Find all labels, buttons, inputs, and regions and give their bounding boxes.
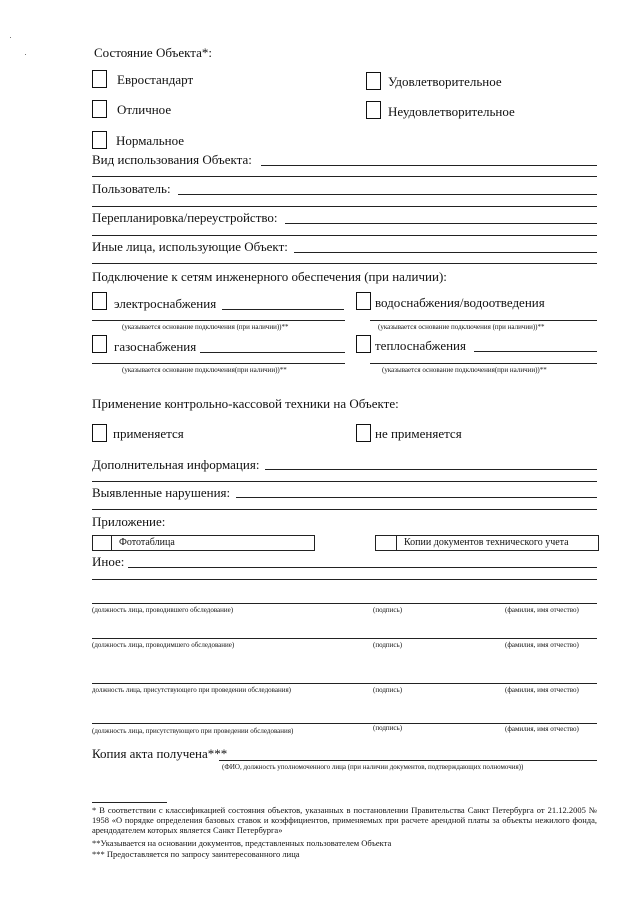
signature-name-1: (фамилия, имя отчество) <box>505 606 579 614</box>
signature-name-4: (фамилия, имя отчество) <box>505 725 579 733</box>
water-hint: (указывается основание подключения (при наличии))** <box>378 323 545 331</box>
footnote-3: *** Предоставляется по запросу заинтересованного лица <box>92 849 300 859</box>
network-heat: теплоснабжения <box>375 338 466 353</box>
others-label: Иные лица, использующие Объект: <box>92 239 288 254</box>
checkbox-electric[interactable] <box>92 292 107 310</box>
violations-line-2[interactable] <box>92 509 597 510</box>
checkbox-unsatisfactory[interactable] <box>366 101 381 119</box>
signature-sign-4: (подпись) <box>373 724 403 732</box>
gas-hint: (указывается основание подключения(при наличии))** <box>122 366 287 374</box>
usage-label: Вид использования Объекта: <box>92 152 252 167</box>
tech-docs-divider <box>396 535 397 550</box>
scan-speck <box>10 37 11 38</box>
replanning-line[interactable] <box>285 223 597 224</box>
scan-speck <box>25 54 26 55</box>
violations-label: Выявленные нарушения: <box>92 485 231 500</box>
checkbox-gas[interactable] <box>92 335 107 353</box>
signature-position-1: (должность лица, проводившего обследование) <box>92 606 234 614</box>
option-eurostandard: Евростандарт <box>117 72 194 87</box>
checkbox-excellent[interactable] <box>92 100 107 118</box>
user-label: Пользователь: <box>92 181 171 196</box>
signature-line-4[interactable] <box>92 723 597 724</box>
option-unsatisfactory: Неудовлетворительное <box>388 104 515 119</box>
signature-sign-3: (подпись) <box>373 686 403 694</box>
cash-heading: Применение контрольно-кассовой техники на Объекте: <box>92 396 399 411</box>
heat-hint: (указывается основание подключения(при наличии))** <box>382 366 547 374</box>
heat-basis-line[interactable] <box>370 363 597 364</box>
gas-basis-line[interactable] <box>92 363 345 364</box>
checkbox-normal[interactable] <box>92 131 107 149</box>
signature-position-4: (должность лица, присутствующего при проведении обследования) <box>92 727 294 735</box>
cash-applied: применяется <box>113 426 184 441</box>
other-line-2[interactable] <box>92 579 597 580</box>
checkbox-satisfactory[interactable] <box>366 72 381 90</box>
signature-position-3: должность лица, присутствующего при проведении обследования) <box>92 686 292 694</box>
signature-position-2: (должность лица, проводимшего обследование) <box>92 641 235 649</box>
signature-line-2[interactable] <box>92 638 597 639</box>
appendix-label: Приложение: <box>92 514 166 529</box>
water-basis-line[interactable] <box>370 320 597 321</box>
checkbox-cash-applied[interactable] <box>92 424 107 442</box>
violations-line[interactable] <box>236 497 597 498</box>
other-line[interactable] <box>128 567 597 568</box>
checkbox-eurostandard[interactable] <box>92 70 107 88</box>
others-line[interactable] <box>294 252 597 253</box>
footnote-2: **Указывается на основании документов, представленных пользователем Объекта <box>92 838 392 848</box>
signature-name-3: (фамилия, имя отчество) <box>505 686 579 694</box>
info-line[interactable] <box>265 469 597 470</box>
electric-basis-line[interactable] <box>92 320 345 321</box>
option-normal: Нормальное <box>116 133 185 148</box>
copy-hint: (ФИО, должность уполномоченного лица (при наличии документов, подтверждающих полномочия)) <box>222 763 524 771</box>
photo-table-label: Фототаблица <box>119 537 175 548</box>
signature-name-2: (фамилия, имя отчество) <box>505 641 579 649</box>
option-satisfactory: Удовлетворительное <box>388 74 502 89</box>
others-line-2[interactable] <box>92 263 597 264</box>
signature-line-1[interactable] <box>92 603 597 604</box>
checkbox-water[interactable] <box>356 292 371 310</box>
other-label: Иное: <box>92 554 125 569</box>
checkbox-heat[interactable] <box>356 335 371 353</box>
signature-sign-2: (подпись) <box>373 641 403 649</box>
tech-docs-label: Копии документов технического учета <box>404 537 569 548</box>
electric-line[interactable] <box>222 309 344 310</box>
usage-line-2[interactable] <box>92 176 597 177</box>
usage-line[interactable] <box>261 165 597 166</box>
footnote-1: * В соответствии с классификацией состояния объектов, указанных в постановлении Правительства Санкт Петербурга от 21.12.2005 № 1958 «О порядке определения базовых ставок и коэффициентов, применяемых при расчете арендной платы за объекты нежилого фонда, арендодателем которых является Санкт Петербурга» <box>92 805 597 835</box>
network-electric: электроснабжения <box>114 296 217 311</box>
user-line-2[interactable] <box>92 206 597 207</box>
copy-line[interactable] <box>219 760 597 761</box>
replanning-line-2[interactable] <box>92 235 597 236</box>
info-line-2[interactable] <box>92 481 597 482</box>
option-excellent: Отличное <box>117 102 172 117</box>
cash-not-applied: не применяется <box>375 426 462 441</box>
photo-table-divider <box>111 535 112 550</box>
electric-hint: (указывается основание подключения (при наличии))** <box>122 323 289 331</box>
signature-line-3[interactable] <box>92 683 597 684</box>
footnote-separator <box>92 802 167 803</box>
networks-heading: Подключение к сетям инженерного обеспечения (при наличии): <box>92 269 447 284</box>
gas-line[interactable] <box>200 352 345 353</box>
copy-label: Копия акта получена*** <box>92 746 228 761</box>
heat-line[interactable] <box>474 351 597 352</box>
checkbox-cash-not-applied[interactable] <box>356 424 371 442</box>
network-water: водоснабжения/водоотведения <box>375 295 545 310</box>
signature-sign-1: (подпись) <box>373 606 403 614</box>
state-label: Состояние Объекта*: <box>94 45 212 60</box>
network-gas: газоснабжения <box>114 339 197 354</box>
replanning-label: Перепланировка/переустройство: <box>92 210 278 225</box>
info-label: Дополнительная информация: <box>92 457 260 472</box>
user-line[interactable] <box>178 194 597 195</box>
